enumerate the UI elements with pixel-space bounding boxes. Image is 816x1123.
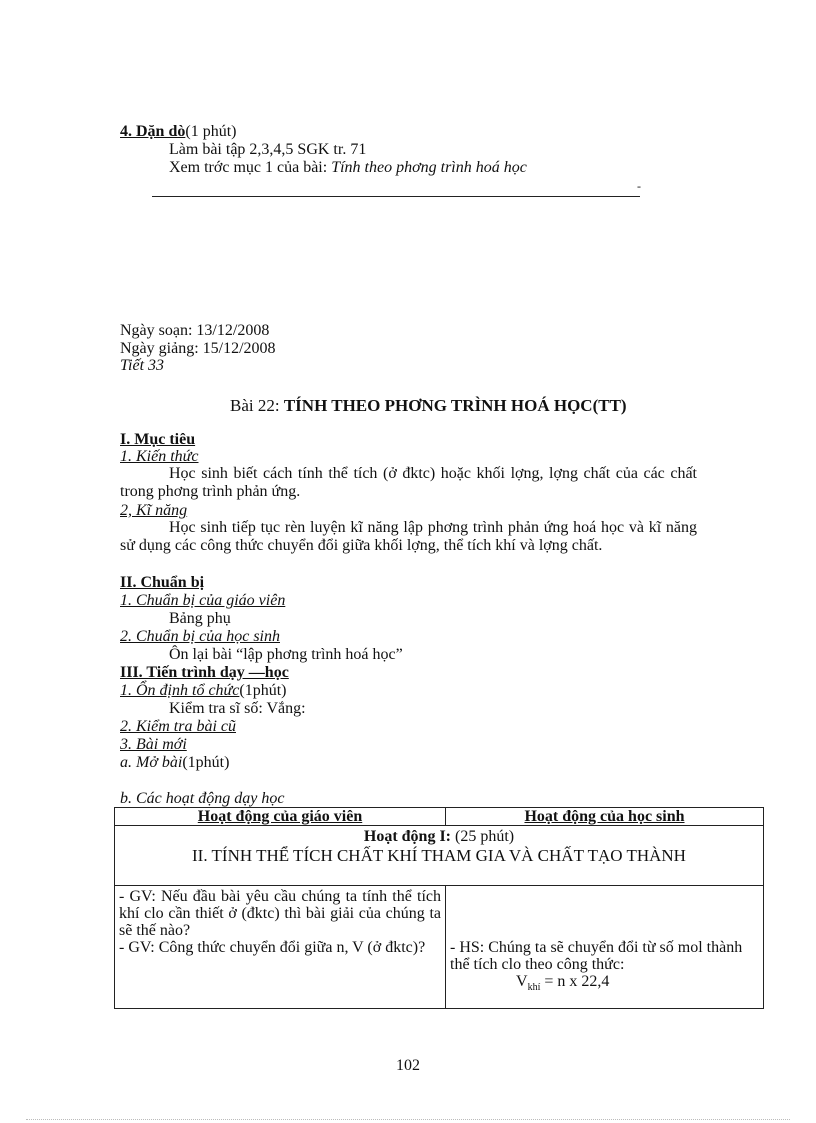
teach-date: Ngày giảng: 15/12/2008: [120, 340, 276, 357]
lesson-title-text: TÍNH THEO PHƠNG TRÌNH HOÁ HỌC(TT): [283, 396, 627, 415]
step1-text: Kiểm tra sĩ số: Vắng:: [169, 700, 306, 717]
student-activity-cell: [446, 886, 764, 1009]
lesson-title-prefix: Bài 22:: [230, 396, 284, 415]
divider-mark: -: [637, 179, 641, 193]
page-bottom-border: [26, 1119, 790, 1120]
activity-title-cell: [115, 826, 764, 886]
activity-title-row: [115, 826, 764, 886]
student-prep-heading: 2. Chuẩn bị của học sinh: [120, 628, 280, 645]
homework-heading-line: [120, 123, 236, 141]
teacher-question-1: - GV: Nếu đầu bài yêu cầu chúng ta tính thể tích khí clo cần thiết ở (đktc) thì bài giải của chúng ta sẽ thế nào?: [119, 888, 441, 939]
activity-table: [114, 807, 764, 1009]
knowledge-heading: 1. Kiến thức: [120, 448, 199, 465]
student-prep-text: Ôn lại bài “lập phơng trình hoá học”: [169, 646, 403, 663]
homework-duration: (1 phút): [185, 123, 237, 140]
objectives-heading: I. Mục tiêu: [120, 431, 196, 448]
homework-line-1: Làm bài tập 2,3,4,5 SGK tr. 71: [169, 141, 367, 158]
student-answer-1: - HS: Chúng ta sẽ chuyển đổi từ số mol thành thể tích clo theo công thức:: [450, 939, 743, 973]
knowledge-text: Học sinh biết cách tính thể tích (ở đktc) hoặc khối lợng, lợng chất của các chất trong phơng trình phản ứng.: [120, 465, 697, 500]
activities-label: b. Các hoạt động dạy học: [120, 790, 285, 807]
skills-text: Học sinh tiếp tục rèn luyện kĩ năng lập phơng trình phản ứng hoá học và kĩ năng sử dụng các công thức chuyển đổi giữa khối lợng, thể tích khí và lợng chất.: [120, 519, 697, 554]
preparation-heading: II. Chuẩn bị: [120, 574, 205, 591]
lesson-title: [230, 397, 627, 415]
homework-heading: 4. Dặn dò: [120, 123, 186, 140]
intro-label: a. Mở bài: [120, 754, 183, 771]
formula-v: V: [516, 973, 528, 990]
homework-line-2-prefix: Xem trớc mục 1 của bài:: [169, 159, 332, 176]
step2-heading: 2. Kiểm tra bài cũ: [120, 718, 236, 735]
teacher-prep-heading: 1. Chuẩn bị của giáo viên: [120, 592, 286, 609]
activity-title-label: Hoạt động I:: [363, 828, 451, 845]
intro-duration: (1phút): [182, 754, 230, 771]
skills-heading: 2, Kĩ năng: [120, 502, 188, 519]
teacher-activity-cell: [115, 886, 446, 1009]
formula-subscript: khí: [527, 982, 541, 994]
activity-content-row: [115, 886, 764, 1009]
teacher-question-2: - GV: Công thức chuyển đổi giữa n, V (ở đktc)?: [119, 939, 426, 956]
page-number: 102: [396, 1057, 420, 1074]
homework-line-2: [169, 159, 527, 177]
step1-duration: (1phút): [239, 682, 287, 699]
formula-rest: = n x 22,4: [540, 973, 610, 990]
col-student-header: Hoạt động của học sinh: [446, 808, 764, 826]
process-heading: III. Tiến trình dạy —học: [120, 664, 289, 681]
activity-title: [119, 828, 759, 845]
table-header-row: [115, 808, 764, 826]
intro-line: [120, 754, 229, 772]
volume-formula: [450, 973, 759, 996]
step1-line: [120, 682, 286, 700]
activity-subtitle: II. TÍNH THỂ TÍCH CHẤT KHÍ THAM GIA VÀ CHẤT TẠO THÀNH: [192, 846, 686, 865]
section-divider: [152, 196, 640, 197]
step1-heading: 1. Ổn định tổ chức: [120, 682, 240, 699]
step3-heading: 3. Bài mới: [120, 736, 187, 753]
teacher-prep-text: Bảng phụ: [169, 610, 231, 627]
student-spacer: [450, 888, 759, 939]
activity-time: (25 phút): [451, 828, 515, 845]
col-teacher-header: Hoạt động của giáo viên: [115, 808, 446, 826]
homework-next-lesson: Tính theo phơng trình hoá học: [331, 159, 527, 176]
period-number: Tiết 33: [120, 357, 165, 374]
prep-date: Ngày soạn: 13/12/2008: [120, 322, 270, 339]
